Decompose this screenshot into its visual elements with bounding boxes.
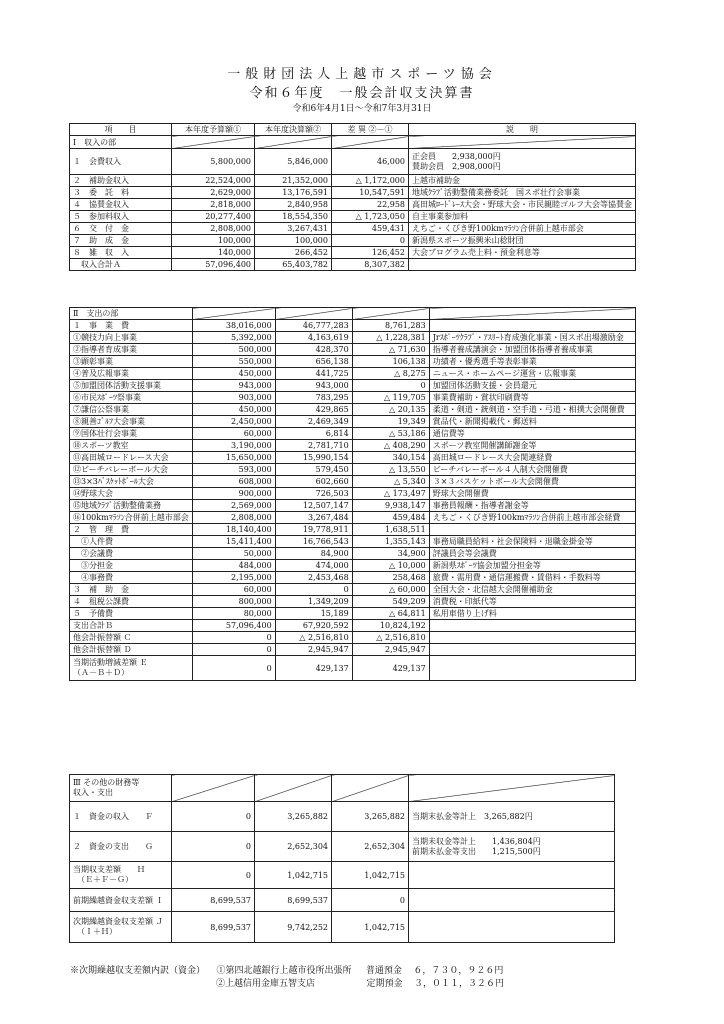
row-diff-amount: 19,349: [352, 416, 429, 428]
row-budget-amount: 484,000: [192, 560, 275, 572]
footer-note: [70, 965, 504, 991]
row-diff-amount: 429,137: [352, 656, 429, 681]
table-row: [70, 524, 636, 536]
row-actual-amount: 9,742,252: [255, 912, 332, 943]
row-budget-amount: 50,000: [192, 548, 275, 560]
table-row: [70, 199, 636, 211]
row-diff-amount: 46,000: [332, 149, 409, 175]
row-actual-amount: 16,766,543: [275, 536, 352, 548]
row-item-name: ⑧親善ｺﾞﾙﾌ大会事業: [70, 416, 193, 428]
section-actual-slash: [275, 308, 352, 320]
row-diff-amount: △ 13,550: [352, 464, 429, 476]
row-item-name: ２ 資金の支出 Ｇ: [70, 832, 172, 862]
footer-type-2: 定期預金: [366, 979, 403, 989]
section-title: Ⅲ その他の財務等 収入・支出: [70, 775, 172, 802]
row-budget-amount: 903,000: [192, 392, 275, 404]
row-item-name: ②会議費: [70, 548, 193, 560]
row-budget-amount: 2,808,000: [192, 512, 275, 524]
table-row: [70, 632, 636, 644]
row-actual-amount: 4,163,619: [275, 332, 352, 344]
row-diff-amount: 126,452: [332, 247, 409, 259]
row-budget-amount: 2,629,000: [172, 187, 255, 199]
row-item-name: ６ 交 付 金: [70, 223, 172, 235]
row-budget-amount: 0: [192, 644, 275, 656]
row-budget-amount: 57,096,400: [192, 620, 275, 632]
row-actual-amount: 18,554,350: [255, 211, 332, 223]
table-row: [70, 862, 615, 889]
row-item-name: ⑥市民ｽﾎﾟｰﾂ祭事業: [70, 392, 193, 404]
table-row: [70, 476, 636, 488]
row-note: Jrｽﾎﾟｰﾂｸﾗﾌﾞ・ｱｽﾘｰﾄ育成強化事業・国スポ出場激励金: [429, 332, 635, 344]
header-item: 項 目: [70, 124, 172, 136]
row-diff-amount: △ 2,516,810: [352, 632, 429, 644]
table-row: [70, 656, 636, 681]
row-budget-amount: 2,808,000: [172, 223, 255, 235]
row-item-name: ２ 補助金収入: [70, 175, 172, 187]
row-diff-amount: 2,652,304: [332, 832, 409, 862]
row-actual-amount: 783,295: [275, 392, 352, 404]
table-row: [70, 187, 636, 199]
row-actual-amount: 1,349,209: [275, 596, 352, 608]
row-budget-amount: 2,569,000: [192, 500, 275, 512]
section-diff-slash: [332, 136, 409, 149]
row-budget-amount: 60,000: [192, 584, 275, 596]
row-item-name: 次期繰越資金収支差額 Ｊ （Ｉ＋Ｈ）: [70, 912, 172, 943]
row-note: [409, 912, 615, 943]
row-actual-amount: 6,814: [275, 428, 352, 440]
table-row: [70, 332, 636, 344]
table-row: [70, 428, 636, 440]
expense-table: [69, 307, 636, 681]
row-actual-amount: 3,267,431: [255, 223, 332, 235]
row-diff-amount: 3,265,882: [332, 802, 409, 832]
row-actual-amount: 602,660: [275, 476, 352, 488]
table-row: [70, 344, 636, 356]
row-item-name: 他会計振替額 Ｄ: [70, 644, 193, 656]
row-budget-amount: 3,190,000: [192, 440, 275, 452]
row-item-name: ７ 助 成 金: [70, 235, 172, 247]
row-note: 事務局職員給料・社会保険料・退職金掛金等: [429, 536, 635, 548]
row-budget-amount: 900,000: [192, 488, 275, 500]
footer-amount-2: ３，０１１，３２６円: [414, 979, 505, 989]
row-item-name: ③分担金: [70, 560, 193, 572]
row-note: 高田城ロードレース大会関連経費: [429, 452, 635, 464]
row-budget-amount: 15,650,000: [192, 452, 275, 464]
row-actual-amount: 429,865: [275, 404, 352, 416]
row-actual-amount: 441,725: [275, 368, 352, 380]
row-note: スポーツ教室開催講師謝金等: [429, 440, 635, 452]
row-note: 高田城ﾛｰﾄﾞﾚｰｽ大会・野球大会・市民親睦ゴルフ大会等協賛金: [409, 199, 636, 211]
row-note: 旅費・需用費・通信運搬費・賃借料・手数料等: [429, 572, 635, 584]
row-diff-amount: 0: [352, 380, 429, 392]
row-actual-amount: 2,652,304: [255, 832, 332, 862]
row-actual-amount: 12,507,147: [275, 500, 352, 512]
row-actual-amount: 15,990,154: [275, 452, 352, 464]
row-item-name: ５ 参加料収入: [70, 211, 172, 223]
table-row: [70, 596, 636, 608]
table-row: [70, 488, 636, 500]
row-budget-amount: 0: [192, 656, 275, 681]
row-item-name: ⑯100kmﾏﾗｿﾝ合併前上越市部会: [70, 512, 193, 524]
row-note: 賞品代・新聞掲載代・郵送料: [429, 416, 635, 428]
footer-bank-1: ①第四北越銀行上越市役所出張所: [216, 966, 352, 976]
row-item-name: ⑦謙信公祭事業: [70, 404, 193, 416]
row-note: 当期未収金等計上 1,436,804円 前期未払金等支出 1,215,500円: [409, 832, 615, 862]
row-budget-amount: 0: [172, 832, 255, 862]
row-actual-amount: 19,778,911: [275, 524, 352, 536]
row-actual-amount: 2,840,958: [255, 199, 332, 211]
row-diff-amount: △ 173,497: [352, 488, 429, 500]
row-note: えちご・くびき野100kmﾏﾗｿﾝ合併前上越市部会経費: [429, 512, 635, 524]
row-note: [429, 632, 635, 644]
row-note: 功績者・優秀選手等表彰事業: [429, 356, 635, 368]
row-diff-amount: 258,468: [352, 572, 429, 584]
row-actual-amount: 13,176,591: [255, 187, 332, 199]
row-diff-amount: △ 119,705: [352, 392, 429, 404]
row-diff-amount: △ 1,172,000: [332, 175, 409, 187]
table-row: [70, 584, 636, 596]
other-table: [69, 774, 615, 943]
row-actual-amount: 21,352,000: [255, 175, 332, 187]
row-actual-amount: 67,920,592: [275, 620, 352, 632]
row-actual-amount: 2,945,947: [275, 644, 352, 656]
row-diff-amount: 340,154: [352, 452, 429, 464]
table-row: [70, 548, 636, 560]
row-budget-amount: 2,450,000: [192, 416, 275, 428]
row-actual-amount: 943,000: [275, 380, 352, 392]
row-note: 上越市補助金: [409, 175, 636, 187]
row-note: 大会プログラム売上料・預金利息等: [409, 247, 636, 259]
row-diff-amount: 459,484: [352, 512, 429, 524]
row-budget-amount: 18,140,400: [192, 524, 275, 536]
row-budget-amount: 5,800,000: [172, 149, 255, 175]
row-note: [429, 644, 635, 656]
row-budget-amount: 22,524,000: [172, 175, 255, 187]
row-budget-amount: 450,000: [192, 368, 275, 380]
row-actual-amount: 429,137: [275, 656, 352, 681]
row-budget-amount: 8,699,537: [172, 912, 255, 943]
row-diff-amount: △ 1,228,381: [352, 332, 429, 344]
row-note: 野球大会開催費: [429, 488, 635, 500]
income-table: [69, 123, 636, 271]
table-row: [70, 211, 636, 223]
row-diff-amount: △ 8,275: [352, 368, 429, 380]
row-actual-amount: 428,370: [275, 344, 352, 356]
row-item-name: ②指導者育成事業: [70, 344, 193, 356]
row-note: [429, 524, 635, 536]
row-actual-amount: 3,265,882: [255, 802, 332, 832]
row-item-name: ③顕彰事業: [70, 356, 193, 368]
footer-type-1: 普通預金: [365, 966, 402, 976]
fiscal-period: 令和6年4月1日～令和7年3月31日: [292, 104, 432, 114]
row-item-name: 前期繰越資金収支差額 Ｉ: [70, 889, 172, 912]
row-note: 全国大会・北信越大会開催補助金: [429, 584, 635, 596]
table-row: [70, 512, 636, 524]
section-actual-slash: [255, 136, 332, 149]
row-item-name: ①競技力向上事業: [70, 332, 193, 344]
table-row: [70, 608, 636, 620]
row-item-name: ④普及広報事業: [70, 368, 193, 380]
row-actual-amount: 46,777,283: [275, 320, 352, 332]
row-note: 自主事業参加料: [409, 211, 636, 223]
row-actual-amount: 579,450: [275, 464, 352, 476]
section-header-row: [70, 775, 615, 802]
section-diff-slash: [352, 308, 429, 320]
row-budget-amount: 8,699,537: [172, 889, 255, 912]
section-note-slash: [429, 308, 635, 320]
row-note: 通信費等: [429, 428, 635, 440]
row-actual-amount: 100,000: [255, 235, 332, 247]
row-note: 柔道・剣道・銃剣道・空手道・弓道・相撲大会開催費: [429, 404, 635, 416]
footer-amount-1: ６，７３０，９２６円: [413, 966, 504, 976]
row-diff-amount: 1,638,511: [352, 524, 429, 536]
row-budget-amount: 2,195,000: [192, 572, 275, 584]
row-item-name: ⑭野球大会: [70, 488, 193, 500]
row-item-name: ⑮地域ｸﾗﾌﾞ活動整備業務: [70, 500, 193, 512]
row-note: [409, 862, 615, 889]
row-note: 事業費補助・賞状印刷費等: [429, 392, 635, 404]
header-diff: 差 異 ②－①: [332, 124, 409, 136]
table-row: [70, 380, 636, 392]
row-diff-amount: 9,938,147: [352, 500, 429, 512]
row-note: ビーチバレーボール４人制大会開催費: [429, 464, 635, 476]
row-actual-amount: 266,452: [255, 247, 332, 259]
row-item-name: ⑫ビーチバレーボール大会: [70, 464, 193, 476]
row-budget-amount: 20,277,400: [172, 211, 255, 223]
section-actual-slash: [255, 775, 332, 802]
row-diff-amount: 1,042,715: [332, 912, 409, 943]
table-row: [70, 500, 636, 512]
section-title: Ⅰ 収入の部: [70, 136, 172, 149]
row-diff-amount: 8,307,382: [332, 259, 409, 271]
row-budget-amount: 38,016,000: [192, 320, 275, 332]
header-budget: 本年度予算額①: [172, 124, 255, 136]
row-diff-amount: △ 71,630: [352, 344, 429, 356]
row-item-name: ⑪高田城ロードレース大会: [70, 452, 193, 464]
table-row: [70, 832, 615, 862]
row-diff-amount: 8,761,283: [352, 320, 429, 332]
row-item-name: ４ 協賛金収入: [70, 199, 172, 211]
row-diff-amount: △ 60,000: [352, 584, 429, 596]
row-diff-amount: △ 1,723,050: [332, 211, 409, 223]
table-row: [70, 416, 636, 428]
table-row: [70, 464, 636, 476]
row-actual-amount: 2,781,710: [275, 440, 352, 452]
row-diff-amount: △ 20,135: [352, 404, 429, 416]
row-diff-amount: 34,900: [352, 548, 429, 560]
row-note: ニュース・ホームページ運営・広報事業: [429, 368, 635, 380]
row-actual-amount: 15,189: [275, 608, 352, 620]
row-item-name: １ 事 業 費: [70, 320, 193, 332]
footer-label: ※次期繰越収支差額内訳（資金）: [70, 966, 206, 976]
document-subtitle: 令和６年度 一般会計収支決算書: [249, 86, 475, 101]
row-actual-amount: 5,846,000: [255, 149, 332, 175]
table-row: [70, 247, 636, 259]
row-diff-amount: △ 10,000: [352, 560, 429, 572]
row-item-name: ④事務費: [70, 572, 193, 584]
table-row: [70, 404, 636, 416]
row-note: [409, 889, 615, 912]
footer-bank-2: ②上越信用金庫五智支店: [216, 979, 316, 989]
row-item-name: ⑬3×3ﾊﾞｽｹｯﾄﾎﾞｰﾙ大会: [70, 476, 193, 488]
row-note: [429, 656, 635, 681]
row-item-name: １ 資金の収入 Ｆ: [70, 802, 172, 832]
row-budget-amount: 100,000: [172, 235, 255, 247]
row-item-name: 当期活動増減差額 Ｅ （Ａ－Ｂ＋Ｄ）: [70, 656, 193, 681]
row-budget-amount: 80,000: [192, 608, 275, 620]
row-diff-amount: △ 53,186: [352, 428, 429, 440]
row-actual-amount: 2,453,468: [275, 572, 352, 584]
row-item-name: 他会計振替額 Ｃ: [70, 632, 193, 644]
document-title: 一般財団法人上越市スポーツ協会: [227, 67, 497, 82]
section-title: Ⅱ 支出の部: [70, 308, 193, 320]
row-note: 正会員 2,938,000円 賛助会員 2,908,000円: [409, 149, 636, 175]
section-note-slash: [409, 775, 615, 802]
row-diff-amount: △ 5,340: [352, 476, 429, 488]
table-row: [70, 440, 636, 452]
row-note: ３×３バスケットボール大会開催費: [429, 476, 635, 488]
row-diff-amount: △ 408,290: [352, 440, 429, 452]
row-budget-amount: 943,000: [192, 380, 275, 392]
row-note: 当期末払金等計上 3,265,882円: [409, 802, 615, 832]
row-item-name: 収入合計Ａ: [70, 259, 172, 271]
header-actual: 本年度決算額②: [255, 124, 332, 136]
row-actual-amount: 65,403,782: [255, 259, 332, 271]
row-note: 加盟団体活動支援・会員還元: [429, 380, 635, 392]
table-row: [70, 452, 636, 464]
row-note: [429, 620, 635, 632]
row-budget-amount: 608,000: [192, 476, 275, 488]
row-diff-amount: 10,547,591: [332, 187, 409, 199]
section-header-row: [70, 308, 636, 320]
row-note: 評議員会等会議費: [429, 548, 635, 560]
section-diff-slash: [332, 775, 409, 802]
table-row: [70, 356, 636, 368]
section-budget-slash: [172, 136, 255, 149]
row-budget-amount: 15,411,400: [192, 536, 275, 548]
row-budget-amount: 60,000: [192, 428, 275, 440]
row-budget-amount: 57,096,400: [172, 259, 255, 271]
row-item-name: ⑩スポーツ教室: [70, 440, 193, 452]
row-budget-amount: 0: [172, 862, 255, 889]
table-row: [70, 620, 636, 632]
row-note: 消費税・印紙代等: [429, 596, 635, 608]
table-row: [70, 560, 636, 572]
row-budget-amount: 2,818,000: [172, 199, 255, 211]
row-actual-amount: 2,469,349: [275, 416, 352, 428]
row-note: 新潟県スポーツ振興米山稔財団: [409, 235, 636, 247]
table-row: [70, 149, 636, 175]
row-diff-amount: 10,824,192: [352, 620, 429, 632]
row-actual-amount: △ 2,516,810: [275, 632, 352, 644]
row-item-name: ８ 雑 収 入: [70, 247, 172, 259]
row-actual-amount: 3,267,484: [275, 512, 352, 524]
row-note: 新潟県ｽﾎﾟｰﾂ協会加盟分担金等: [429, 560, 635, 572]
table-row: [70, 368, 636, 380]
header-note: 説 明: [409, 124, 636, 136]
row-actual-amount: 726,503: [275, 488, 352, 500]
section-budget-slash: [192, 308, 275, 320]
row-diff-amount: 0: [332, 235, 409, 247]
table-row: [70, 572, 636, 584]
row-note: 指導者養成講演会・加盟団体指導者養成事業: [429, 344, 635, 356]
row-item-name: ２ 管 理 費: [70, 524, 193, 536]
row-note: 事務員報酬・指導者謝金等: [429, 500, 635, 512]
row-diff-amount: 549,209: [352, 596, 429, 608]
row-budget-amount: 550,000: [192, 356, 275, 368]
table-row: [70, 644, 636, 656]
table-row: [70, 802, 615, 832]
row-diff-amount: 459,431: [332, 223, 409, 235]
row-item-name: 当期収支差額 Ｈ （Ｅ＋Ｆ－Ｇ）: [70, 862, 172, 889]
table-row: [70, 175, 636, 187]
row-budget-amount: 140,000: [172, 247, 255, 259]
table-row: [70, 235, 636, 247]
row-budget-amount: 0: [192, 632, 275, 644]
row-budget-amount: 593,000: [192, 464, 275, 476]
row-diff-amount: 1,042,715: [332, 862, 409, 889]
row-note: [409, 259, 636, 271]
row-actual-amount: 474,000: [275, 560, 352, 572]
row-note: [429, 320, 635, 332]
row-actual-amount: 8,699,537: [255, 889, 332, 912]
table-row: [70, 259, 636, 271]
row-diff-amount: 22,958: [332, 199, 409, 211]
row-item-name: ３ 補 助 金: [70, 584, 193, 596]
row-budget-amount: 800,000: [192, 596, 275, 608]
table-row: [70, 889, 615, 912]
table-row: [70, 320, 636, 332]
table-row: [70, 912, 615, 943]
section-budget-slash: [172, 775, 255, 802]
row-note: 地域ｸﾗﾌﾞ活動整備業務委託 国スポ壮行会事業: [409, 187, 636, 199]
row-diff-amount: 2,945,947: [352, 644, 429, 656]
table-row: [70, 536, 636, 548]
table-row: [70, 392, 636, 404]
row-item-name: ４ 租税公課費: [70, 596, 193, 608]
section-header-row: [70, 136, 636, 149]
row-actual-amount: 1,042,715: [255, 862, 332, 889]
row-actual-amount: 84,900: [275, 548, 352, 560]
row-diff-amount: 0: [332, 889, 409, 912]
row-budget-amount: 450,000: [192, 404, 275, 416]
row-diff-amount: △ 64,811: [352, 608, 429, 620]
section-note-slash: [409, 136, 636, 149]
row-item-name: １ 会費収入: [70, 149, 172, 175]
row-actual-amount: 656,138: [275, 356, 352, 368]
row-item-name: ⑤加盟団体活動支援事業: [70, 380, 193, 392]
row-note: えちご・くびき野100kmﾏﾗｿﾝ合併前上越市部会: [409, 223, 636, 235]
row-budget-amount: 500,000: [192, 344, 275, 356]
row-item-name: 支出合計Ｂ: [70, 620, 193, 632]
row-note: 私用車借り上げ料: [429, 608, 635, 620]
row-budget-amount: 5,392,000: [192, 332, 275, 344]
row-budget-amount: 0: [172, 802, 255, 832]
row-actual-amount: 0: [275, 584, 352, 596]
row-item-name: ５ 予備費: [70, 608, 193, 620]
row-item-name: ①人件費: [70, 536, 193, 548]
row-diff-amount: 1,355,143: [352, 536, 429, 548]
table-row: [70, 223, 636, 235]
row-item-name: ⑨国体壮行会事業: [70, 428, 193, 440]
row-diff-amount: 106,138: [352, 356, 429, 368]
row-item-name: ３ 委 託 料: [70, 187, 172, 199]
